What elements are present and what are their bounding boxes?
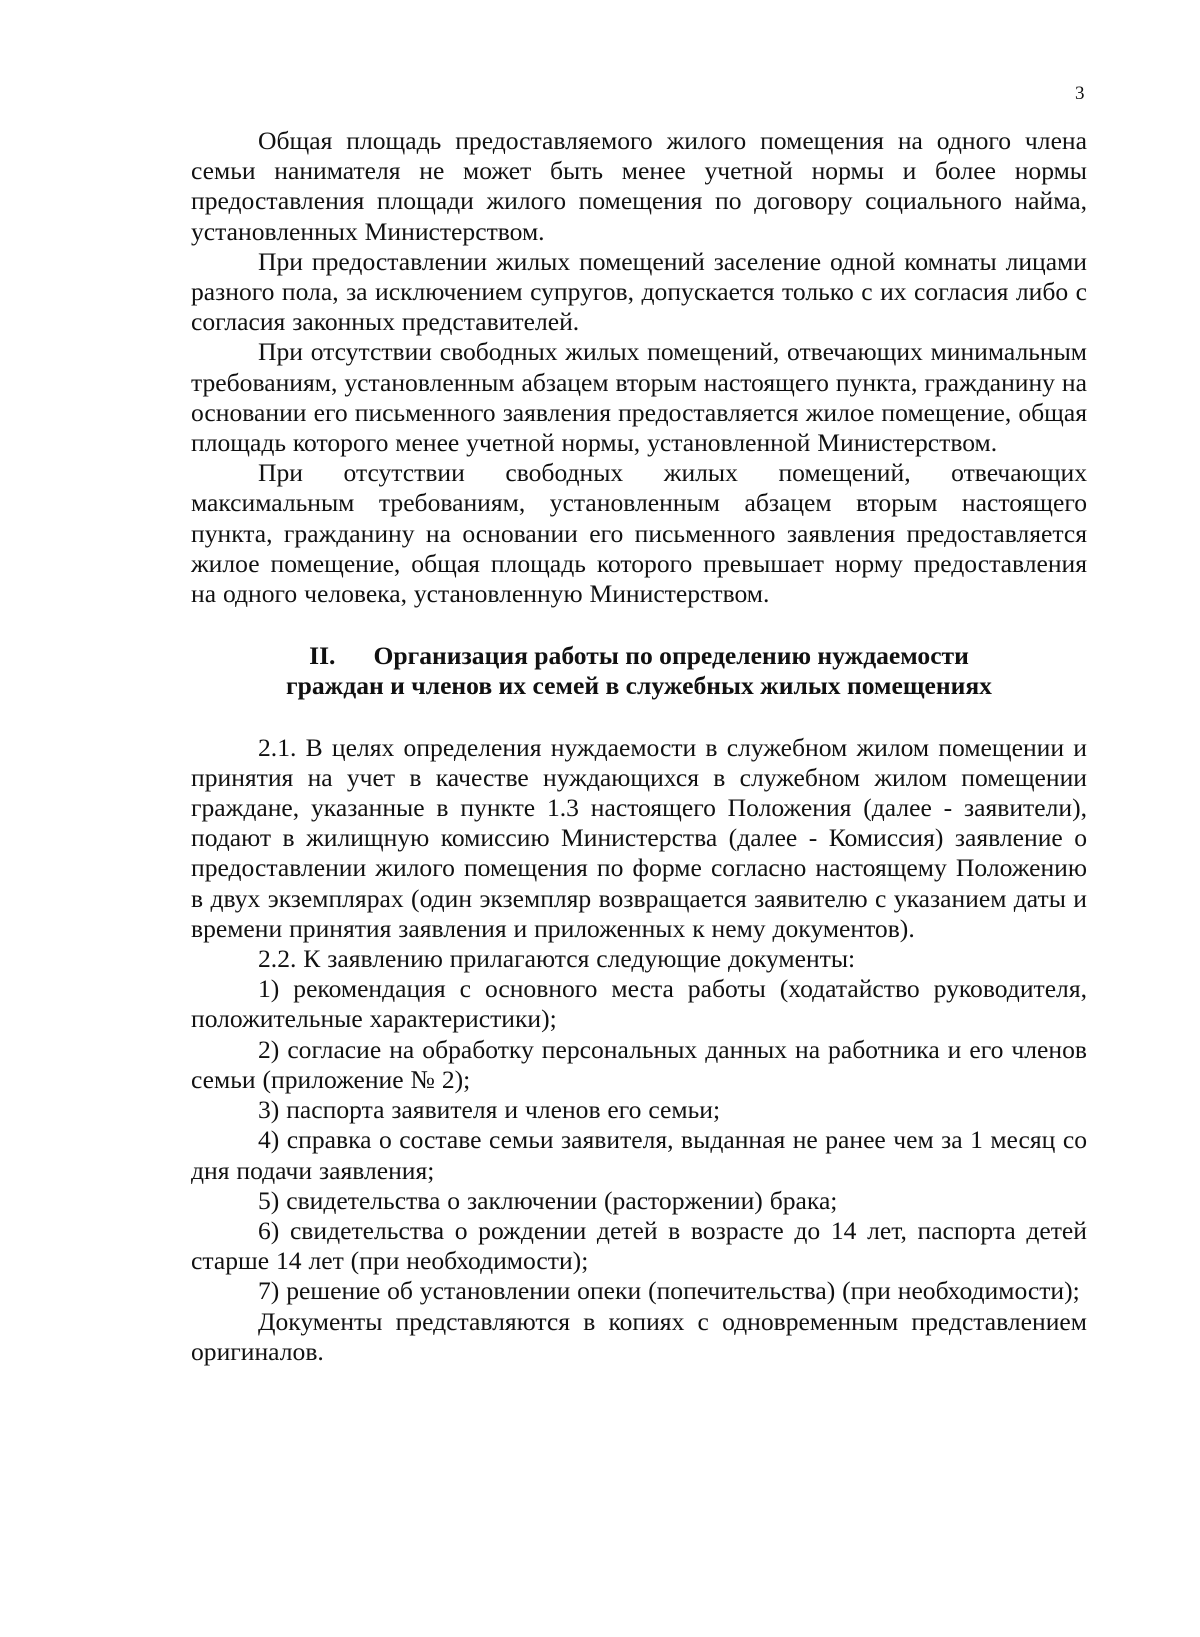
list-item-1: 1) рекомендация с основного места работы (ходатайство руководителя, положительные характеристики); (191, 974, 1087, 1034)
list-item-7: 7) решение об установлении опеки (попечительства) (при необходимости); (258, 1276, 1080, 1306)
list-item-4: 4) справка о составе семьи заявителя, выданная не ранее чем за 1 месяц со дня подачи заявления; (191, 1125, 1087, 1185)
list-item-2: 2) согласие на обработку персональных данных на работника и его членов семьи (приложение № 2); (191, 1034, 1087, 1094)
paragraph-minimum-requirements: При отсутствии свободных жилых помещений, отвечающих минимальным требованиям, установленным абзацем вторым настоящего пункта, гражданину на основании его письменного заявления предоставляется жилое помещение, общая площадь которого менее учетной нормы, установленной Министерством. (191, 337, 1087, 458)
section-title-line-1: Организация работы по определению нуждаемости (373, 641, 969, 671)
document-body (191, 126, 1087, 1367)
section-heading-line-1 (191, 641, 1087, 671)
paragraph-maximum-requirements: При отсутствии свободных жилых помещений, отвечающих максимальным требованиям, установленным абзацем вторым настоящего пункта, гражданину на основании его письменного заявления предоставляется жилое помещение, общая площадь которого превышает норму предоставления на одного человека, установленную Министерством. (191, 458, 1087, 609)
page-number: 3 (1075, 83, 1085, 104)
paragraph-area-norm: Общая площадь предоставляемого жилого помещения на одного члена семьи нанимателя не может быть менее учетной нормы и более нормы предоставления площади жилого помещения по договору социального найма, установленных Министерством. (191, 126, 1087, 246)
section-title-line-2: граждан и членов их семей в служебных жилых помещениях (286, 671, 992, 701)
paragraph-documents-copies: Документы представляются в копиях с одновременным представлением оригиналов. (191, 1306, 1087, 1366)
paragraph-room-settlement: При предоставлении жилых помещений заселение одной комнаты лицами разного пола, за исключением супругов, допускается только с их согласия либо с согласия законных представителей. (191, 246, 1087, 337)
section-heading (191, 641, 1087, 701)
list-item-5: 5) свидетельства о заключении (расторжении) брака; (258, 1185, 838, 1215)
list-item-3: 3) паспорта заявителя и членов его семьи; (258, 1095, 721, 1125)
paragraph-2-1: 2.1. В целях определения нуждаемости в служебном жилом помещении и принятия на учет в качестве нуждающихся в служебном жилом помещении граждане, указанные в пункте 1.3 настоящего Положения (далее - заявители), подают в жилищную комиссию Министерства (далее - Комиссия) заявление о предоставлении жилого помещения по форме согласно настоящему Положению в двух экземплярах (один экземпляр возвращается заявителю с указанием даты и времени принятия заявления и приложенных к нему документов). (191, 732, 1087, 943)
section-number: II. (309, 641, 336, 671)
paragraph-2-2: 2.2. К заявлению прилагаются следующие документы: (258, 944, 856, 974)
list-item-6: 6) свидетельства о рождении детей в возрасте до 14 лет, паспорта детей старше 14 лет (при необходимости); (191, 1215, 1087, 1276)
